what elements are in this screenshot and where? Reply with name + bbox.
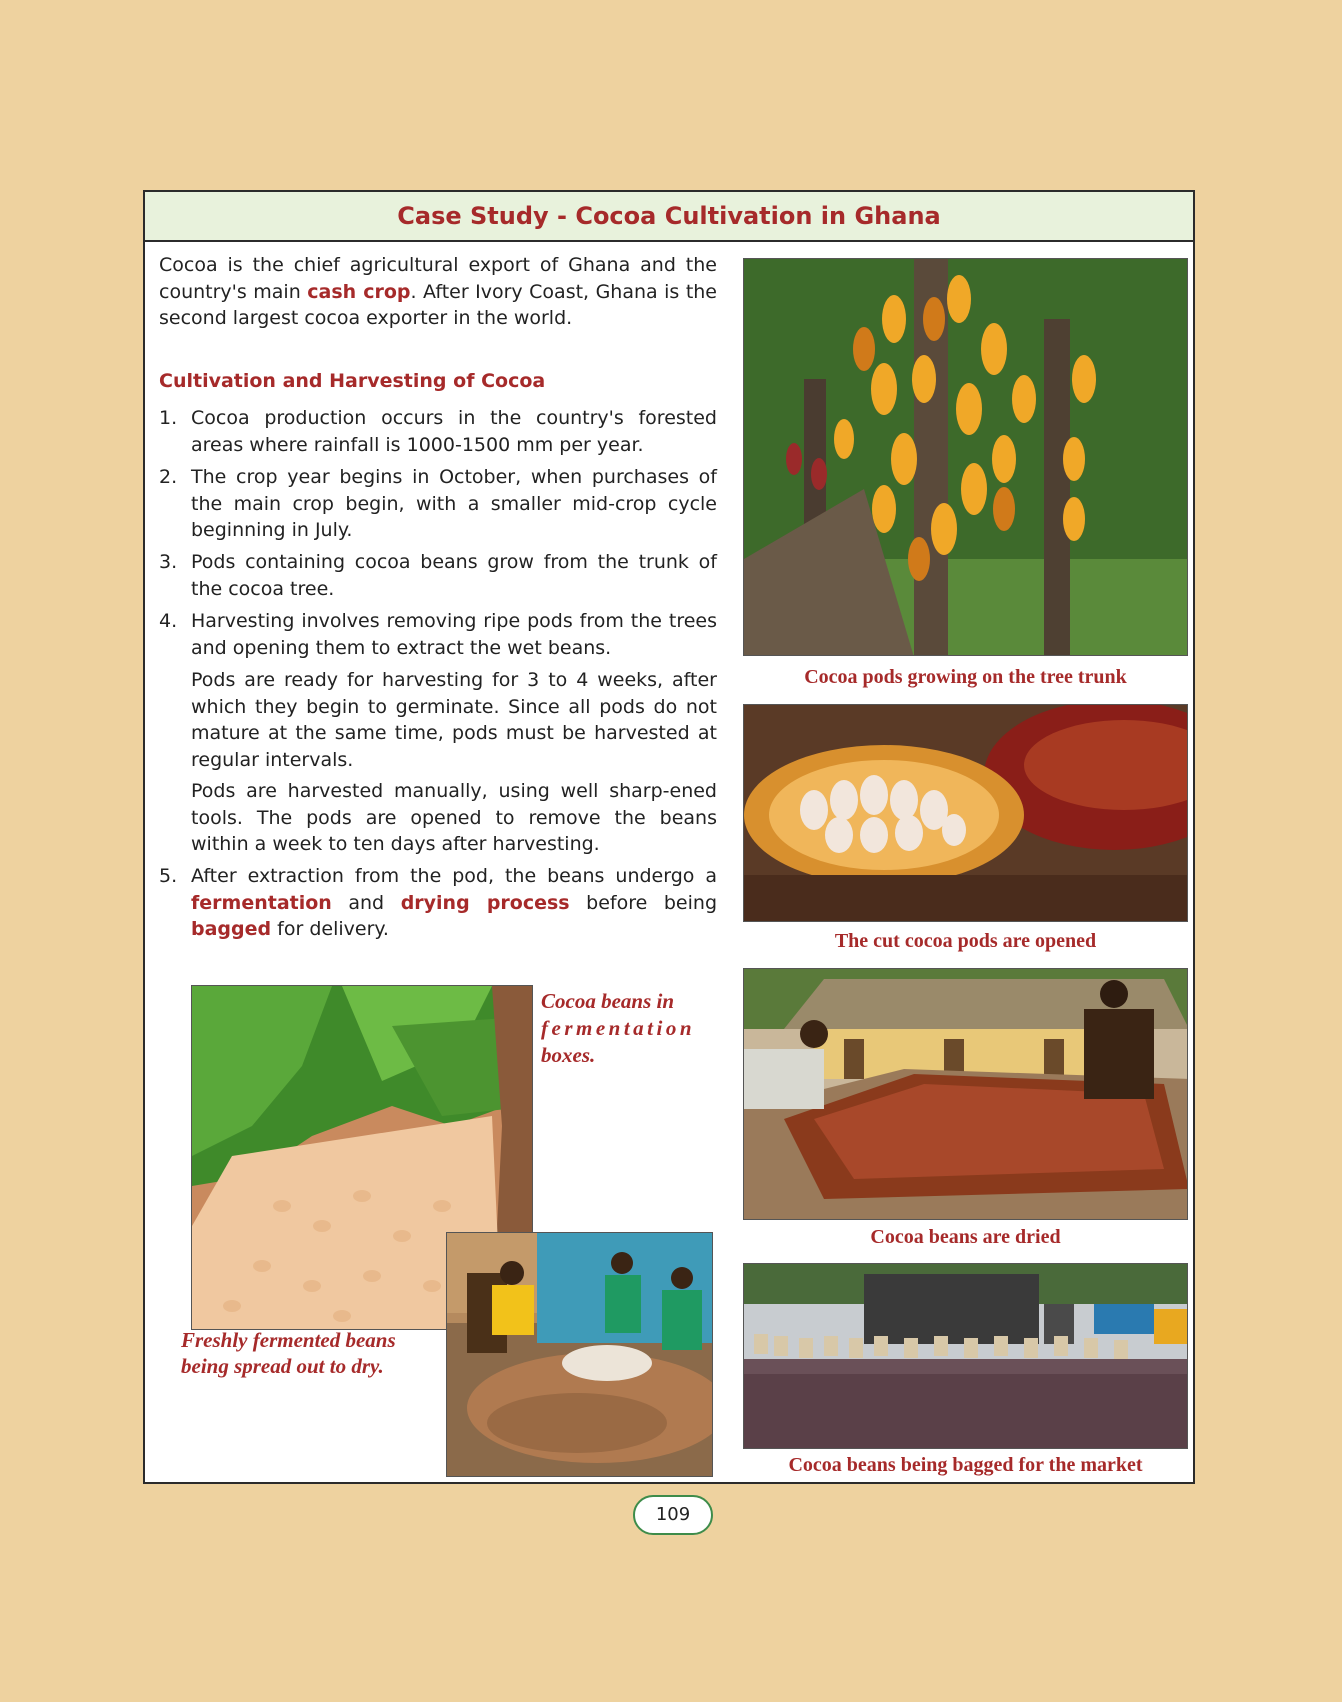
highlight-drying: drying process — [400, 891, 570, 914]
item-number: 4. — [159, 610, 178, 632]
item5-text: for delivery. — [271, 918, 389, 940]
spreading-photo-art — [447, 1233, 713, 1477]
drying-beans-art — [744, 969, 1188, 1220]
case-study-box — [143, 190, 1195, 1484]
intro-paragraph — [159, 252, 717, 332]
list-item — [191, 863, 717, 943]
page-title: Case Study - Cocoa Cultivation in Ghana — [145, 192, 1193, 242]
caption-fermentation-3: boxes. — [541, 1043, 596, 1067]
item5-text: After extraction from the pod, the beans undergo a — [191, 865, 717, 887]
highlight-fermentation: fermentation — [191, 891, 332, 914]
list-item: The crop year begins in October, when purchases of the main crop begin, with a smaller mid-crop cycle beginning in July. — [191, 466, 717, 541]
opened-pods-art — [744, 705, 1188, 922]
item4-paragraph: Pods are ready for harvesting for 3 to 4 weeks, after which they begin to germinate. Since all pods do not mature at the same time, pods must be harvested at regular intervals. — [191, 669, 717, 771]
caption-fermentation-2: fermentation — [541, 1016, 696, 1040]
item-number: 2. — [159, 466, 178, 488]
caption-beans-dried: Cocoa beans are dried — [870, 1226, 1061, 1248]
caption-pods-tree: Cocoa pods growing on the tree trunk — [804, 666, 1127, 688]
intro-text-1: Cocoa is the chief agricultural export of Ghana and the country's main — [159, 254, 717, 303]
item-number: 1. — [159, 407, 178, 429]
item4-paragraph: Pods are harvested manually, using well sharp-ened tools. The pods are opened to remove the beans within a week to ten days after harvesting. — [191, 780, 717, 855]
intro-highlight: cash crop — [307, 280, 411, 303]
list-item: Pods containing cocoa beans grow from the trunk of the cocoa tree. — [191, 551, 717, 600]
caption-spread-1: Freshly fermented beans — [181, 1328, 396, 1352]
bagging-beans-photo — [743, 1263, 1188, 1449]
pods-on-tree-photo — [743, 258, 1188, 656]
caption-beans-bagged: Cocoa beans being bagged for the market — [788, 1454, 1143, 1476]
pods-tree-art — [744, 259, 1188, 656]
highlight-bagged: bagged — [191, 918, 272, 940]
section-heading: Cultivation and Harvesting of Cocoa — [159, 370, 546, 392]
opened-pods-photo — [743, 704, 1188, 922]
item-number: 3. — [159, 551, 178, 573]
page-number: 109 — [633, 1495, 713, 1535]
intro-text-2: . After Ivory Coast, Ghana is the second largest cocoa exporter in the world. — [159, 280, 717, 329]
drying-beans-photo — [743, 968, 1188, 1220]
caption-pods-opened: The cut cocoa pods are opened — [834, 930, 1097, 952]
list-item: Harvesting involves removing ripe pods from the trees and opening them to extract the wet beans. — [191, 610, 717, 659]
item-number: 5. — [159, 865, 178, 887]
list-item: Cocoa production occurs in the country's forested areas where rainfall is 1000-1500 mm per year. — [191, 407, 717, 456]
spreading-beans-photo — [446, 1232, 713, 1477]
item5-text: and — [331, 891, 401, 914]
item5-text: before being — [569, 891, 718, 914]
bagging-beans-art — [744, 1264, 1188, 1449]
caption-fermentation-1: Cocoa beans in — [541, 989, 675, 1013]
caption-spread-2: being spread out to dry. — [181, 1354, 384, 1378]
